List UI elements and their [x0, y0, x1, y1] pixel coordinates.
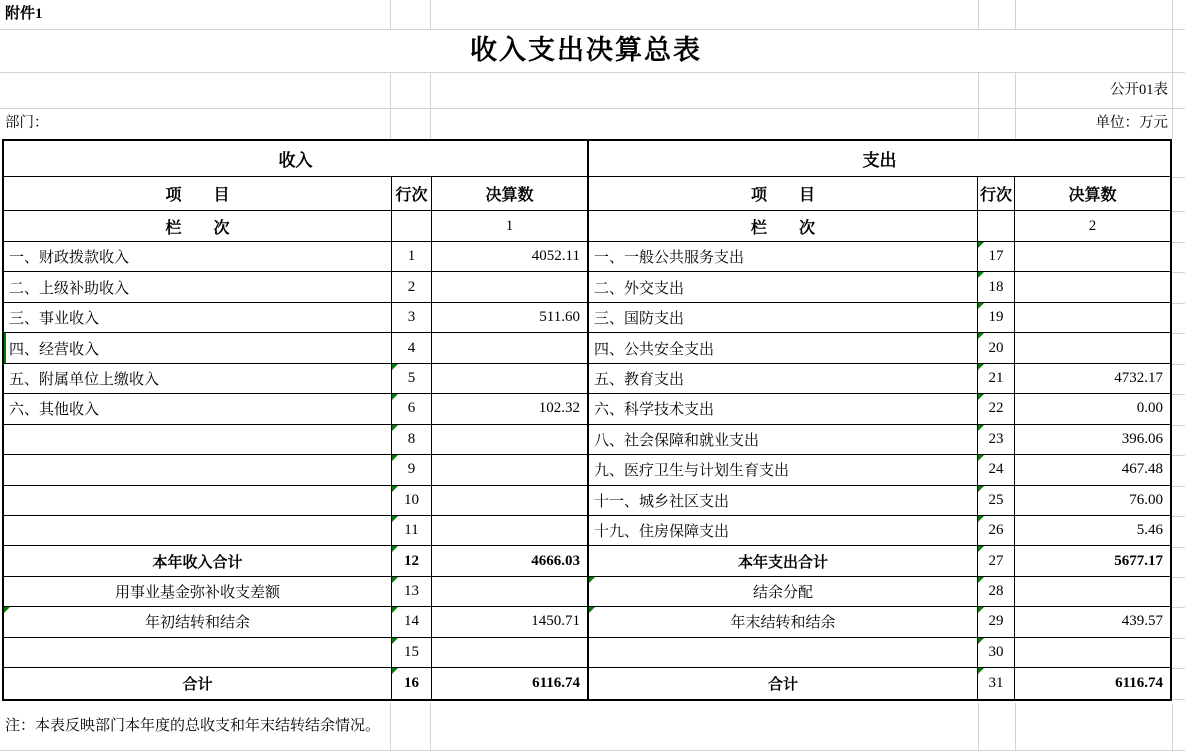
error-flag-icon — [978, 486, 984, 492]
income-item-cell[interactable] — [4, 425, 392, 455]
income-item-header[interactable]: 项 目 — [4, 177, 392, 211]
expense-value-cell[interactable]: 4732.17 — [1015, 364, 1170, 394]
expense-line-cell[interactable]: 21 — [978, 364, 1015, 394]
income-line-cell[interactable]: 12 — [392, 546, 432, 576]
income-value-cell[interactable] — [432, 638, 589, 668]
gridline — [1172, 668, 1185, 669]
income-line-cell[interactable]: 13 — [392, 577, 432, 607]
expense-value-cell[interactable]: 396.06 — [1015, 425, 1170, 455]
gridline — [1172, 394, 1185, 395]
gridline — [1172, 703, 1173, 750]
expense-value-cell[interactable]: 0.00 — [1015, 394, 1170, 424]
income-item-cell[interactable]: 六、其他收入 — [4, 394, 392, 424]
expense-item-cell[interactable]: 五、教育支出 — [589, 364, 978, 394]
income-line-cell[interactable]: 3 — [392, 303, 432, 333]
expense-value-cell[interactable]: 439.57 — [1015, 607, 1170, 637]
income-value-cell[interactable]: 6116.74 — [432, 668, 589, 698]
income-item-cell[interactable]: 用事业基金弥补收支差额 — [4, 577, 392, 607]
gridline — [1172, 0, 1173, 139]
income-line-cell[interactable]: 1 — [392, 242, 432, 272]
expense-line-cell[interactable]: 20 — [978, 333, 1015, 363]
expense-line-cell[interactable]: 22 — [978, 394, 1015, 424]
income-line-cell[interactable]: 8 — [392, 425, 432, 455]
income-item-cell[interactable] — [4, 638, 392, 668]
balance-table — [2, 139, 1172, 701]
gridline — [390, 0, 391, 29]
income-line-cell[interactable]: 16 — [392, 668, 432, 698]
expense-value-cell[interactable] — [1015, 333, 1170, 363]
expense-line-cell[interactable]: 18 — [978, 272, 1015, 302]
page-title: 收入支出决算总表 — [470, 35, 702, 65]
expense-column-number[interactable]: 2 — [1015, 211, 1170, 242]
income-item-cell[interactable] — [4, 486, 392, 516]
income-value-cell[interactable]: 511.60 — [432, 303, 589, 333]
income-value-cell[interactable] — [432, 486, 589, 516]
error-flag-icon — [392, 455, 398, 461]
gridline — [1172, 177, 1185, 178]
unit-label: 单位：万元 — [1095, 115, 1168, 131]
income-line-cell[interactable]: 9 — [392, 455, 432, 485]
expense-value-cell[interactable] — [1015, 272, 1170, 302]
income-value-cell[interactable] — [432, 272, 589, 302]
error-flag-icon — [589, 607, 595, 613]
income-value-cell[interactable] — [432, 455, 589, 485]
expense-line-cell[interactable]: 17 — [978, 242, 1015, 272]
expense-value-cell[interactable] — [1015, 242, 1170, 272]
gridline — [430, 0, 431, 29]
error-flag-icon — [978, 577, 984, 583]
expense-line-cell[interactable]: 31 — [978, 668, 1015, 698]
error-flag-icon — [392, 516, 398, 522]
error-flag-icon — [978, 333, 984, 339]
expense-section-header[interactable]: 支出 — [589, 141, 1170, 177]
expense-line-cell[interactable]: 23 — [978, 425, 1015, 455]
income-line-cell[interactable]: 10 — [392, 486, 432, 516]
gridline — [1172, 364, 1185, 365]
gridline — [1172, 455, 1185, 456]
expense-line-cell[interactable]: 26 — [978, 516, 1015, 546]
income-value-cell[interactable]: 1450.71 — [432, 607, 589, 637]
error-flag-icon — [978, 425, 984, 431]
error-flag-icon — [392, 577, 398, 583]
gridline — [0, 750, 1185, 751]
income-line-cell[interactable]: 4 — [392, 333, 432, 363]
income-column-row-empty[interactable] — [392, 211, 432, 242]
expense-item-cell[interactable]: 三、国防支出 — [589, 303, 978, 333]
gridline — [1172, 425, 1185, 426]
expense-item-cell[interactable] — [589, 638, 978, 668]
expense-item-cell[interactable]: 九、医疗卫生与计划生育支出 — [589, 455, 978, 485]
gridline — [1172, 638, 1185, 639]
expense-line-cell[interactable]: 25 — [978, 486, 1015, 516]
error-flag-icon — [978, 516, 984, 522]
error-flag-icon — [978, 455, 984, 461]
income-value-cell[interactable] — [432, 425, 589, 455]
income-item-cell[interactable]: 合计 — [4, 668, 392, 698]
expense-value-cell[interactable] — [1015, 303, 1170, 333]
attachment-label: 附件1 — [5, 6, 43, 22]
expense-column-row-empty[interactable] — [978, 211, 1015, 242]
expense-value-cell[interactable]: 5.46 — [1015, 516, 1170, 546]
expense-line-cell[interactable]: 30 — [978, 638, 1015, 668]
income-line-cell[interactable]: 14 — [392, 607, 432, 637]
gridline — [1172, 516, 1185, 517]
income-item-cell[interactable]: 二、上级补助收入 — [4, 272, 392, 302]
income-item-cell[interactable]: 五、附属单位上缴收入 — [4, 364, 392, 394]
expense-line-cell[interactable]: 28 — [978, 577, 1015, 607]
error-flag-icon — [392, 364, 398, 370]
income-line-cell[interactable]: 6 — [392, 394, 432, 424]
expense-column-row-label[interactable]: 栏 次 — [589, 211, 978, 242]
expense-item-cell[interactable]: 年末结转和结余 — [589, 607, 978, 637]
error-flag-icon — [392, 638, 398, 644]
expense-item-cell[interactable]: 六、科学技术支出 — [589, 394, 978, 424]
expense-value-cell[interactable]: 76.00 — [1015, 486, 1170, 516]
expense-item-cell[interactable]: 一、一般公共服务支出 — [589, 242, 978, 272]
income-line-cell[interactable]: 11 — [392, 516, 432, 546]
gridline — [1172, 242, 1185, 243]
expense-item-cell[interactable]: 结余分配 — [589, 577, 978, 607]
error-flag-icon — [392, 394, 398, 400]
expense-amount-header[interactable]: 决算数 — [1015, 177, 1170, 211]
income-item-cell[interactable]: 一、财政拨款收入 — [4, 242, 392, 272]
income-line-cell[interactable]: 5 — [392, 364, 432, 394]
income-value-cell[interactable]: 102.32 — [432, 394, 589, 424]
gridline — [1015, 0, 1016, 29]
gridline — [1172, 211, 1185, 212]
income-line-cell[interactable]: 2 — [392, 272, 432, 302]
gridline — [1172, 607, 1185, 608]
income-value-cell[interactable] — [432, 516, 589, 546]
income-item-cell[interactable]: 四、经营收入 — [4, 333, 392, 363]
gridline — [978, 0, 979, 29]
income-section-header[interactable]: 收入 — [4, 141, 589, 177]
expense-item-header[interactable]: 项 目 — [589, 177, 978, 211]
error-flag-icon — [392, 425, 398, 431]
expense-value-cell[interactable]: 467.48 — [1015, 455, 1170, 485]
expense-line-header[interactable]: 行次 — [978, 177, 1015, 211]
income-column-number[interactable]: 1 — [432, 211, 589, 242]
income-line-header[interactable]: 行次 — [392, 177, 432, 211]
gridline — [1172, 303, 1185, 304]
income-value-cell[interactable] — [432, 333, 589, 363]
error-flag-icon — [392, 546, 398, 552]
expense-value-cell[interactable]: 6116.74 — [1115, 674, 1163, 691]
error-flag-icon — [4, 607, 10, 613]
income-item-cell[interactable]: 三、事业收入 — [4, 303, 392, 333]
income-value-cell[interactable] — [432, 577, 589, 607]
expense-item-cell[interactable]: 二、外交支出 — [589, 272, 978, 302]
error-flag-icon — [978, 546, 984, 552]
gridline — [1172, 272, 1185, 273]
error-flag-icon — [978, 272, 984, 278]
expense-line-cell[interactable]: 29 — [978, 607, 1015, 637]
expense-line-cell[interactable]: 19 — [978, 303, 1015, 333]
error-flag-icon — [978, 668, 984, 674]
error-flag-icon — [392, 486, 398, 492]
error-flag-icon — [392, 607, 398, 613]
income-value-cell[interactable]: 4052.11 — [432, 242, 589, 272]
error-flag-icon — [978, 638, 984, 644]
gridline — [978, 703, 979, 750]
expense-item-cell[interactable]: 四、公共安全支出 — [589, 333, 978, 363]
error-flag-icon — [589, 577, 595, 583]
footnote: 注：本表反映部门本年度的总收支和年末结转结余情况。 — [5, 718, 381, 734]
income-amount-header[interactable]: 决算数 — [432, 177, 589, 211]
error-flag-icon — [978, 242, 984, 248]
expense-value-cell[interactable] — [1015, 638, 1170, 668]
error-flag-icon — [392, 668, 398, 674]
error-flag-icon — [978, 364, 984, 370]
income-column-row-label[interactable]: 栏 次 — [4, 211, 392, 242]
expense-value-cell[interactable] — [1015, 577, 1170, 607]
gridline — [1172, 333, 1185, 334]
department-label: 部门： — [5, 115, 49, 131]
gridline — [1172, 699, 1185, 700]
gridline — [1172, 486, 1185, 487]
expense-line-cell[interactable]: 24 — [978, 455, 1015, 485]
income-item-cell[interactable]: 本年收入合计 — [4, 546, 392, 576]
gridline — [1015, 703, 1016, 750]
income-item-cell[interactable]: 年初结转和结余 — [4, 607, 392, 637]
expense-item-cell[interactable]: 十一、城乡社区支出 — [589, 486, 978, 516]
expense-item-cell[interactable]: 十九、住房保障支出 — [589, 516, 978, 546]
expense-line-cell[interactable]: 27 — [978, 546, 1015, 576]
expense-item-cell[interactable]: 合计 — [589, 668, 978, 698]
income-item-cell[interactable] — [4, 516, 392, 546]
income-value-cell[interactable]: 4666.03 — [432, 546, 589, 576]
income-value-cell[interactable] — [432, 364, 589, 394]
gridline — [1172, 547, 1185, 548]
table-code-label: 公开01表 — [1110, 82, 1168, 98]
income-line-cell[interactable]: 15 — [392, 638, 432, 668]
expense-item-cell[interactable]: 本年支出合计 — [589, 546, 978, 576]
income-item-cell[interactable] — [4, 455, 392, 485]
gridline — [430, 703, 431, 750]
error-flag-icon — [978, 607, 984, 613]
expense-item-cell[interactable]: 八、社会保障和就业支出 — [589, 425, 978, 455]
green-border-mark — [4, 333, 6, 363]
expense-value-cell[interactable]: 5677.17 — [1015, 546, 1170, 576]
error-flag-icon — [978, 394, 984, 400]
gridline — [390, 703, 391, 750]
error-flag-icon — [978, 303, 984, 309]
gridline — [1172, 577, 1185, 578]
